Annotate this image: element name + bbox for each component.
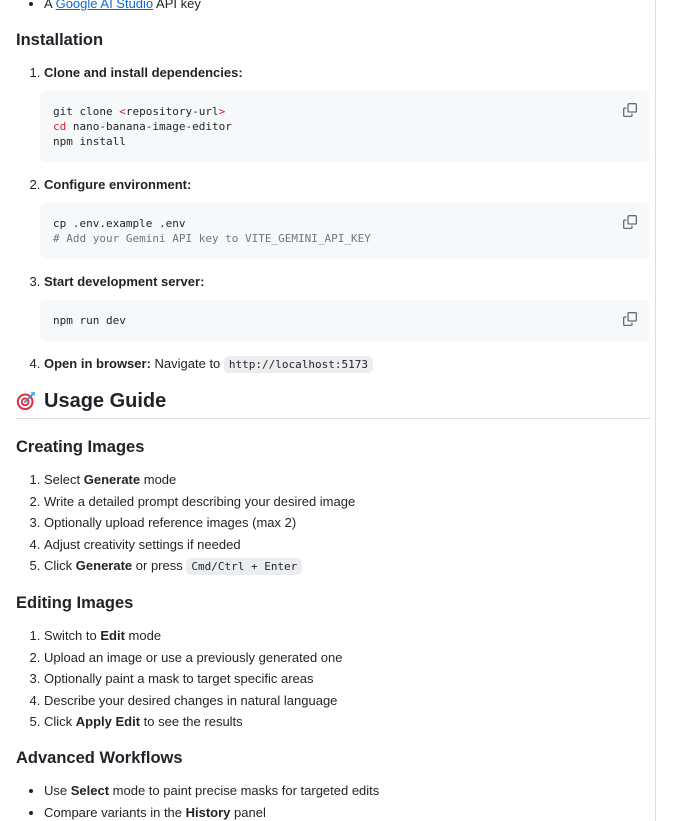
installation-heading: Installation: [16, 31, 104, 49]
usage-guide-heading-text: Usage Guide: [44, 390, 167, 412]
code-block-dev-server: [40, 300, 650, 341]
list-item: [44, 713, 650, 730]
install-step-4: [44, 355, 650, 373]
item-text: or press: [132, 558, 187, 573]
code-text: npm install: [53, 135, 126, 148]
item-text: Compare variants in the: [44, 804, 186, 820]
install-step-1: [44, 64, 650, 162]
code-text: npm run dev: [53, 314, 126, 327]
install-step-2: [44, 176, 650, 259]
copy-icon: [623, 312, 637, 326]
item-text: Click: [44, 714, 76, 729]
list-item: [44, 536, 650, 553]
copy-icon: [623, 103, 637, 117]
code-comment: # Add your Gemini API key to VITE_GEMINI_API_KEY: [53, 232, 371, 245]
item-text: mode: [124, 628, 162, 643]
code-text: repository-url: [125, 105, 219, 118]
editing-images-heading: Editing Images: [16, 594, 134, 612]
item-text: Upload an image or use a previously generated one: [44, 649, 343, 665]
creating-images-heading: Creating Images: [16, 438, 145, 456]
usage-guide-heading: [16, 389, 650, 419]
code-operator: <: [119, 105, 126, 118]
list-item: [44, 493, 650, 510]
item-text: mode to paint precise masks for targeted edits: [109, 783, 380, 798]
advanced-workflows-heading: Advanced Workflows: [16, 749, 183, 767]
shortcut-code: Cmd/Ctrl + Enter: [186, 558, 302, 575]
list-item: [44, 804, 650, 821]
item-text: Optionally upload reference images (max 2): [44, 515, 297, 530]
item-text: Use: [44, 783, 71, 798]
item-bold: Apply Edit: [75, 714, 141, 729]
dart-target-emoji-icon: [16, 391, 36, 411]
install-step-2-label: Configure environment:: [44, 177, 192, 192]
copy-code-button[interactable]: [619, 308, 641, 330]
item-bold: Generate: [75, 558, 133, 573]
install-step-3: [44, 273, 650, 341]
item-text: Write a detailed prompt describing your desired image: [44, 493, 356, 509]
item-text: Adjust creativity settings if needed: [44, 536, 241, 552]
item-text: Select: [44, 472, 84, 487]
list-item: [44, 692, 650, 709]
install-step-3-label: Start development server:: [44, 274, 205, 289]
code-operator: >: [218, 105, 226, 118]
item-bold: Generate: [83, 472, 141, 487]
prereq-text-post: API key: [153, 0, 201, 11]
item-text: mode: [140, 472, 177, 487]
code-line: [53, 119, 637, 134]
copy-icon: [623, 215, 637, 229]
code-text: git clone: [53, 105, 120, 118]
copy-code-button[interactable]: [619, 211, 641, 233]
item-bold: Edit: [100, 628, 125, 643]
code-keyword: cd: [53, 120, 67, 133]
item-text: Switch to: [44, 628, 101, 643]
item-text: Optionally paint a mask to target specific areas: [44, 671, 314, 686]
code-block-clone: [40, 91, 650, 162]
item-bold: Select: [70, 783, 110, 798]
creating-images-list: [16, 471, 650, 575]
prereq-text-pre: A: [44, 0, 56, 11]
item-bold: History: [185, 804, 231, 820]
code-line: [53, 313, 637, 328]
advanced-workflows-list: [16, 782, 650, 821]
code-text: nano-banana-image-editor: [66, 120, 232, 133]
item-text: panel: [230, 804, 266, 820]
install-step-1-label: Clone and install dependencies:: [44, 65, 243, 80]
list-item: [44, 471, 650, 488]
list-item: [44, 627, 650, 644]
code-line: [53, 231, 637, 246]
copy-code-button[interactable]: [619, 99, 641, 121]
item-text: to see the results: [140, 714, 243, 729]
list-item: [44, 557, 650, 575]
list-item: [44, 782, 650, 799]
prerequisite-item: [44, 0, 650, 12]
install-step-4-label: Open in browser:: [44, 356, 151, 371]
installation-steps-list: [16, 64, 650, 373]
code-line: [53, 216, 637, 231]
list-item: [44, 514, 650, 531]
code-block-env: [40, 203, 650, 259]
install-step-4-text: Navigate to: [150, 356, 224, 371]
list-item: [44, 649, 650, 666]
code-text: cp .env.example .env: [53, 217, 186, 230]
localhost-url-code: http://localhost:5173: [224, 356, 373, 373]
code-line: [53, 104, 637, 119]
google-ai-studio-link[interactable]: Google AI Studio: [55, 0, 154, 11]
prerequisites-list: [16, 0, 650, 12]
code-line: [53, 134, 637, 149]
editing-images-list: [16, 627, 650, 730]
item-text: Click: [44, 558, 76, 573]
list-item: [44, 670, 650, 687]
item-text: Describe your desired changes in natural language: [44, 692, 338, 708]
